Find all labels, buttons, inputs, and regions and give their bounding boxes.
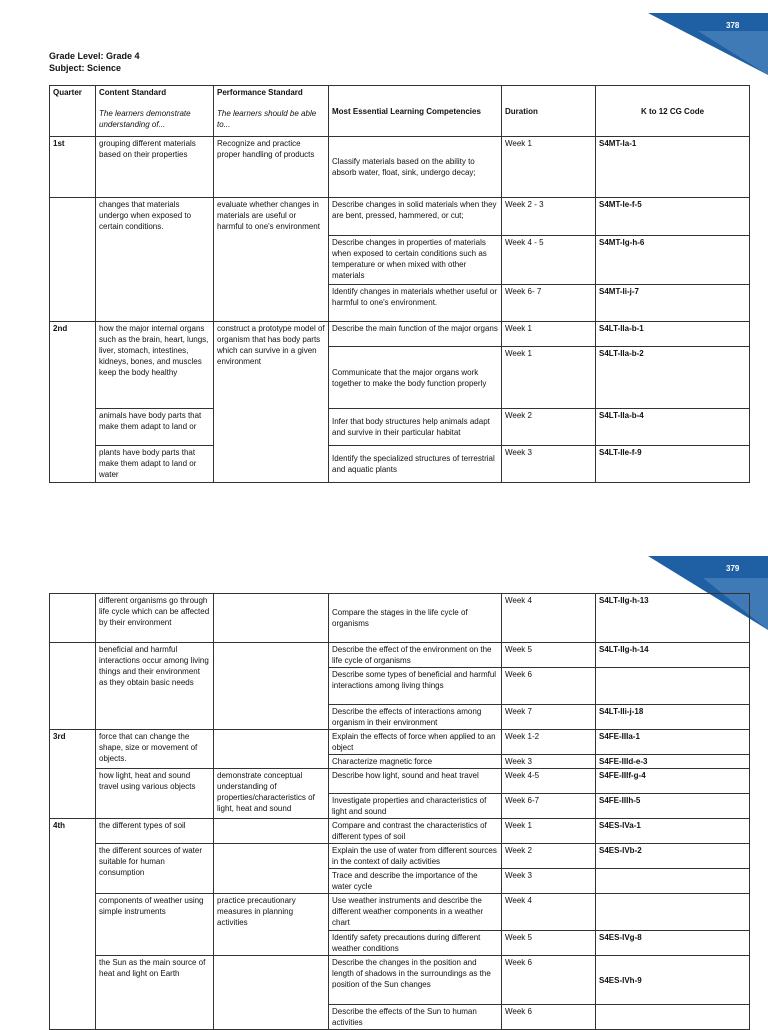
duration-cell: Week 4 - 5 (502, 236, 596, 285)
table-row (50, 844, 750, 869)
table-row (50, 198, 750, 236)
table-row (50, 819, 750, 844)
quarter-cell (50, 643, 96, 730)
quarter-cell: 3rd (50, 730, 96, 819)
performance-standard-title: Performance Standard (217, 88, 303, 97)
code-cell: S4LT-IIg-h-13 (596, 594, 750, 643)
melc-cell: Infer that body structures help animals adapt and survive in their particular habitat (329, 409, 502, 446)
duration-cell: Week 4 (502, 894, 596, 931)
code-cell: S4MT-Ia-1 (596, 137, 750, 198)
content-standard-cell: how the major internal organs such as the brain, heart, lungs, liver, stomach, intestines, kidneys, bones, and muscles keep the body healthy (96, 322, 214, 409)
melc-cell: Describe the effects of the Sun to human activities (329, 1005, 502, 1030)
duration-cell: Week 3 (502, 755, 596, 769)
table-row (50, 894, 750, 931)
quarter-cell: 1st (50, 137, 96, 198)
code-cell: S4FE-IIIf-g-4 (596, 769, 750, 794)
melc-cell: Identify safety precautions during different weather conditions (329, 931, 502, 956)
table-row (50, 769, 750, 794)
duration-cell: Week 3 (502, 869, 596, 894)
performance-standard-cell (214, 594, 329, 643)
content-standard-cell: the different sources of water suitable for human consumption (96, 844, 214, 894)
table-row (50, 409, 750, 446)
table-row (50, 322, 750, 347)
melc-cell: Explain the use of water from different sources in the context of daily activities (329, 844, 502, 869)
duration-cell: Week 5 (502, 931, 596, 956)
curriculum-table-page-2 (49, 593, 750, 1030)
duration-cell: Week 2 (502, 844, 596, 869)
code-cell: S4FE-IIIh-5 (596, 794, 750, 819)
melc-cell: Communicate that the major organs work together to make the body function properly (329, 347, 502, 409)
content-standard-cell: force that can change the shape, size or movement of objects. (96, 730, 214, 769)
melc-cell: Identify the specialized structures of terrestrial and aquatic plants (329, 446, 502, 483)
code-cell (596, 894, 750, 931)
code-cell: S4FE-IIId-e-3 (596, 755, 750, 769)
code-cell: S4MT-Ig-h-6 (596, 236, 750, 285)
content-standard-title: Content Standard (99, 88, 167, 97)
melc-cell: Describe changes in solid materials when they are bent, pressed, hammered, or cut; (329, 198, 502, 236)
header-performance-standard (214, 86, 329, 137)
code-cell: S4ES-IVg-8 (596, 931, 750, 956)
code-cell: S4LT-IIg-h-14 (596, 643, 750, 668)
code-cell: S4LT-IIa-b-1 (596, 322, 750, 347)
content-standard-cell: animals have body parts that make them adapt to land or (96, 409, 214, 446)
melc-cell: Explain the effects of force when applied to an object (329, 730, 502, 755)
duration-cell: Week 2 (502, 409, 596, 446)
content-standard-cell: different organisms go through life cycle which can be affected by their environment (96, 594, 214, 643)
header-code: K to 12 CG Code (596, 86, 750, 137)
duration-cell: Week 4 (502, 594, 596, 643)
performance-standard-cell (214, 643, 329, 730)
performance-standard-cell (214, 730, 329, 769)
duration-cell: Week 5 (502, 643, 596, 668)
header-quarter: Quarter (50, 86, 96, 137)
code-cell: S4LT-IIi-j-18 (596, 705, 750, 730)
page-number: 378 (726, 21, 740, 30)
performance-standard-cell (214, 819, 329, 844)
header-duration: Duration (502, 86, 596, 137)
table-row (50, 730, 750, 755)
melc-cell: Describe the main function of the major organs (329, 322, 502, 347)
curriculum-table-page-1 (49, 85, 750, 483)
content-standard-cell: grouping different materials based on their properties (96, 137, 214, 198)
melc-cell: Compare and contrast the characteristics of different types of soil (329, 819, 502, 844)
code-cell: S4ES-IVb-2 (596, 844, 750, 869)
melc-cell: Describe the effect of the environment on the life cycle of organisms (329, 643, 502, 668)
content-standard-subtitle: The learners demonstrate understanding of... (99, 109, 191, 129)
grade-level: Grade Level: Grade 4 (49, 51, 140, 61)
subject: Subject: Science (49, 63, 122, 73)
page-ribbon-378 (648, 13, 768, 75)
code-cell: S4ES-IVh-9 (596, 956, 750, 1005)
code-cell: S4MT-Ie-f-5 (596, 198, 750, 236)
table-row (50, 594, 750, 643)
quarter-cell: 4th (50, 819, 96, 1030)
code-cell (596, 668, 750, 705)
duration-cell: Week 1 (502, 137, 596, 198)
melc-cell: Describe the changes in the position and length of shadows in the surroundings as the position of the Sun changes (329, 956, 502, 1005)
code-cell: S4LT-IIe-f-9 (596, 446, 750, 483)
duration-cell: Week 1 (502, 347, 596, 409)
code-cell: S4MT-Ii-j-7 (596, 285, 750, 322)
header-melc: Most Essential Learning Competencies (329, 86, 502, 137)
melc-cell: Trace and describe the importance of the water cycle (329, 869, 502, 894)
performance-standard-subtitle: The learners should be able to... (217, 109, 317, 129)
content-standard-cell: components of weather using simple instruments (96, 894, 214, 956)
melc-cell: Describe changes in properties of materials when exposed to certain conditions such as temperature or when mixed with other materials (329, 236, 502, 285)
table-row (50, 137, 750, 198)
duration-cell: Week 4-5 (502, 769, 596, 794)
duration-cell: Week 6 (502, 1005, 596, 1030)
code-cell: S4ES-IVa-1 (596, 819, 750, 844)
performance-standard-cell: practice precautionary measures in planning activities (214, 894, 329, 956)
page-number: 379 (726, 564, 740, 573)
header-row (50, 86, 750, 137)
ribbon-graphic (648, 13, 768, 75)
melc-cell: Use weather instruments and describe the different weather components in a weather chart (329, 894, 502, 931)
quarter-cell (50, 198, 96, 322)
table-row (50, 956, 750, 1005)
content-standard-cell: plants have body parts that make them adapt to land or water (96, 446, 214, 483)
duration-cell: Week 1 (502, 819, 596, 844)
code-cell: S4LT-IIa-b-2 (596, 347, 750, 409)
melc-cell: Compare the stages in the life cycle of organisms (329, 594, 502, 643)
performance-standard-cell: Recognize and practice proper handling of products (214, 137, 329, 198)
content-standard-cell: changes that materials undergo when exposed to certain conditions. (96, 198, 214, 322)
melc-cell: Investigate properties and characteristics of light and sound (329, 794, 502, 819)
content-standard-cell: how light, heat and sound travel using various objects (96, 769, 214, 819)
document-header (49, 50, 140, 74)
melc-cell: Describe the effects of interactions among organism in their environment (329, 705, 502, 730)
content-standard-cell: the different types of soil (96, 819, 214, 844)
performance-standard-cell (214, 956, 329, 1030)
duration-cell: Week 6 (502, 668, 596, 705)
melc-cell: Classify materials based on the ability to absorb water, float, sink, undergo decay; (329, 137, 502, 198)
duration-cell: Week 1-2 (502, 730, 596, 755)
code-cell (596, 869, 750, 894)
code-cell: S4FE-IIIa-1 (596, 730, 750, 755)
duration-cell: Week 1 (502, 322, 596, 347)
code-cell (596, 1005, 750, 1030)
melc-cell: Identify changes in materials whether useful or harmful to one's environment. (329, 285, 502, 322)
duration-cell: Week 6- 7 (502, 285, 596, 322)
duration-cell: Week 6-7 (502, 794, 596, 819)
performance-standard-cell: evaluate whether changes in materials are useful or harmful to one's environment (214, 198, 329, 322)
duration-cell: Week 3 (502, 446, 596, 483)
table-row (50, 446, 750, 483)
quarter-cell (50, 594, 96, 643)
melc-cell: Describe some types of beneficial and harmful interactions among living things (329, 668, 502, 705)
header-content-standard (96, 86, 214, 137)
performance-standard-cell: construct a prototype model of organism that has body parts which can survive in a given environment (214, 322, 329, 483)
code-cell: S4LT-IIa-b-4 (596, 409, 750, 446)
quarter-cell: 2nd (50, 322, 96, 483)
duration-cell: Week 6 (502, 956, 596, 1005)
content-standard-cell: the Sun as the main source of heat and light on Earth (96, 956, 214, 1030)
duration-cell: Week 2 - 3 (502, 198, 596, 236)
melc-cell: Characterize magnetic force (329, 755, 502, 769)
table-row (50, 643, 750, 668)
performance-standard-cell: demonstrate conceptual understanding of properties/characteristics of light, heat and sound (214, 769, 329, 819)
content-standard-cell: beneficial and harmful interactions occur among living things and their environment as they obtain basic needs (96, 643, 214, 730)
duration-cell: Week 7 (502, 705, 596, 730)
melc-cell: Describe how light, sound and heat travel (329, 769, 502, 794)
performance-standard-cell (214, 844, 329, 894)
